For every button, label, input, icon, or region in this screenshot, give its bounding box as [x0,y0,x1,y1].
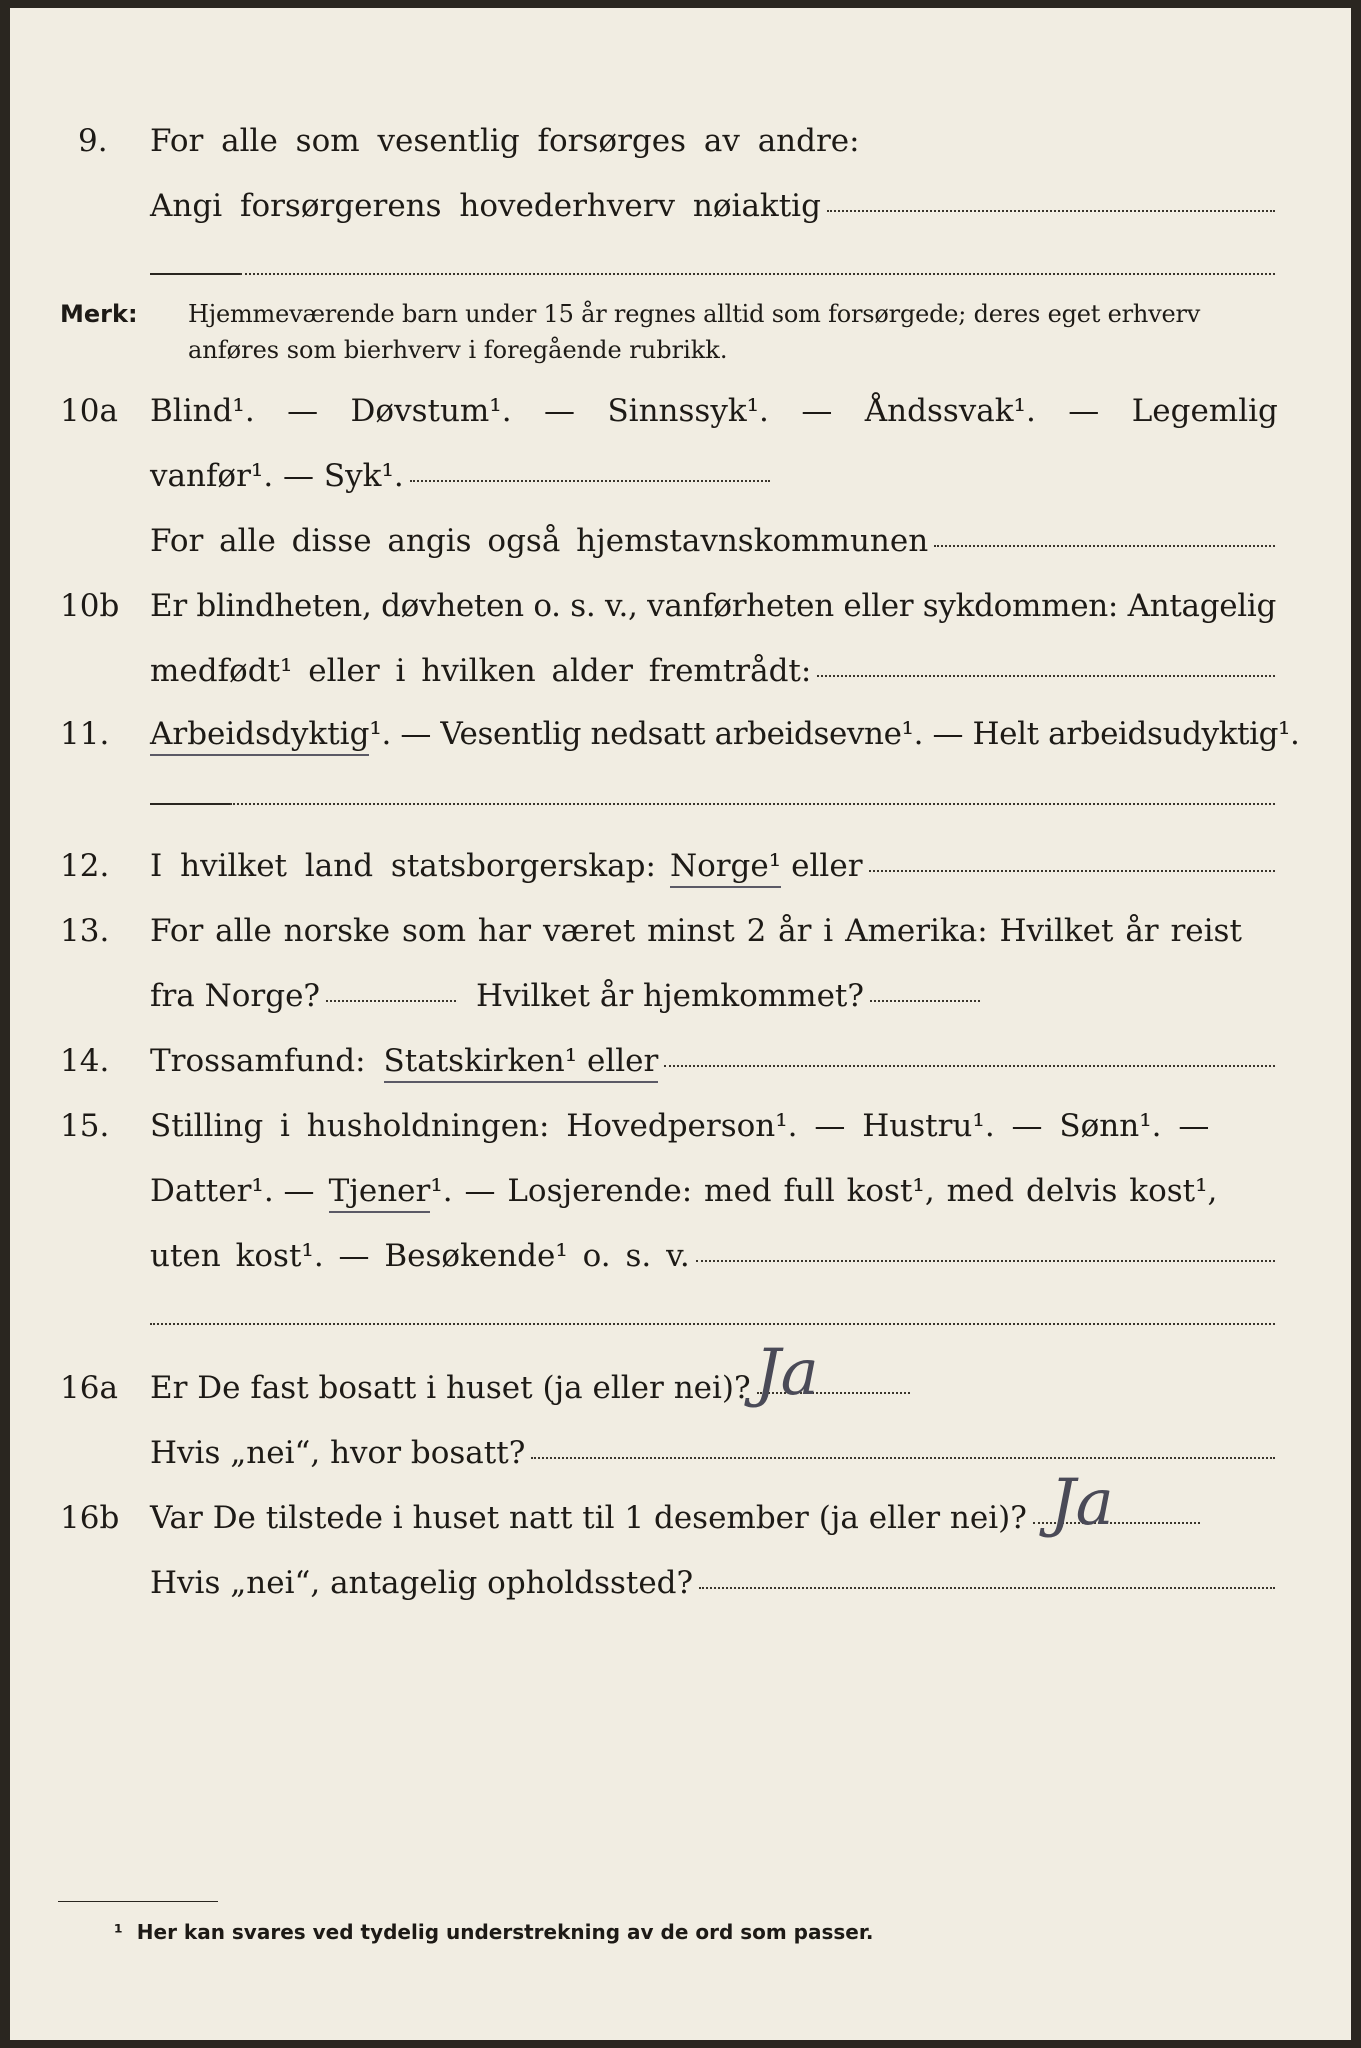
q13-reist-field[interactable] [326,1000,456,1002]
q9-answer-field[interactable] [827,210,1275,212]
option-datter[interactable]: Datter¹. — [150,1173,315,1209]
q11-line1 [150,716,1300,756]
q16b-line1 [150,1500,1200,1536]
dash: — [801,393,833,429]
q15-options-line1[interactable]: Stilling i husholdningen: Hovedperson¹. — Hustru¹. — Sønn¹. — [150,1108,1210,1144]
q15-line3 [150,1238,1275,1274]
merk-line1: Hjemmeværende barn under 15 år regnes alltid som forsørgede; deres eget erhverv [188,300,1201,328]
q15-options-line3[interactable]: uten kost¹. — Besøkende¹ o. s. v. [150,1238,690,1274]
q10b-number: 10b [60,588,120,624]
q10a-answer-field[interactable] [410,480,770,482]
q9-number: 9. [78,123,108,159]
q11-number: 11. [60,716,110,752]
q9-line1 [150,123,860,159]
q10b-answer-field[interactable] [817,675,1275,677]
q16b-handwritten-answer: Ja [1050,1466,1114,1540]
option-statskirken[interactable]: Statskirken¹ eller [384,1043,659,1083]
footnote-mark: ¹ [114,1920,123,1944]
option-norge[interactable]: Norge¹ [670,848,781,888]
q9-question: For alle som vesentlig forsørges av andre: [150,123,860,159]
q12-question: I hvilket land statsborgerskap: [150,848,656,884]
option-andssvak[interactable]: Åndssvak¹. [864,393,1036,429]
q16a-bosatt-field[interactable] [531,1457,1275,1459]
q13-line2 [150,978,980,1014]
q9-prompt: Angi forsørgerens hovederhverv nøiaktig [150,188,821,224]
q16a-number: 16a [60,1370,118,1406]
census-form-page [10,8,1351,2040]
q16a-question: Er De fast bosatt i huset (ja eller nei)? [150,1370,751,1406]
q13-question: For alle norske som har været minst 2 år i Amerika: Hvilket år reist [150,913,1242,949]
q14-line1 [150,1043,1275,1083]
q10b-prompt: medfødt¹ eller i hvilken alder fremtrådt: [150,653,812,689]
q13-number: 13. [60,913,110,949]
q16a-bosatt-prompt: Hvis „nei“, hvor bosatt? [150,1435,526,1471]
hjemstavn-field[interactable] [934,545,1275,547]
q9-answer-line[interactable] [240,273,1275,275]
option-sinnssyk[interactable]: Sinnssyk¹. [607,393,769,429]
q13-reist-prompt: fra Norge? [150,978,321,1014]
q11-answer-line[interactable] [230,803,1275,805]
q12-answer-field[interactable] [869,870,1275,872]
q14-answer-field[interactable] [664,1065,1275,1067]
q11-options[interactable]: ¹. — Vesentlig nedsatt arbeidsevne¹. — Helt arbeidsudyktig¹. [369,716,1300,752]
q12-number: 12. [60,848,110,884]
q10a-line2 [150,458,770,494]
merk-line2: anføres som bierhverv i foregående rubrikk. [188,336,728,364]
q12-line1 [150,848,1275,888]
q16a-handwritten-answer: Ja [755,1336,819,1410]
option-dovstum[interactable]: Døvstum¹. [350,393,512,429]
option-legemlig[interactable]: Legemlig [1131,393,1278,429]
q10b-line2 [150,653,1275,689]
q16b-line2 [150,1565,1275,1601]
q13-hjemkommet-field[interactable] [870,1000,980,1002]
merk-label: Merk: [60,300,138,328]
q9-answer-stub [150,273,240,275]
q14-number: 14. [60,1043,110,1079]
q10a-line3 [150,523,1275,559]
q15-answer-field[interactable] [696,1260,1275,1262]
q10b-question: Er blindheten, døvheten o. s. v., vanførheten eller sykdommen: Antagelig [150,588,1277,624]
q15-line1 [150,1108,1209,1144]
q12-eller: eller [791,848,863,884]
footnote-rule [58,1901,218,1902]
q11-answer-stub [150,803,230,805]
dash: — [287,393,319,429]
options-vanfor-syk[interactable]: vanfør¹. — Syk¹. [150,458,404,494]
q15-number: 15. [60,1108,110,1144]
q16b-opholdssted-prompt: Hvis „nei“, antagelig opholdssted? [150,1565,694,1601]
q15-options-line2[interactable]: ¹. — Losjerende: med full kost¹, med delvis kost¹, [430,1173,1218,1209]
q10b-line1 [150,588,1276,624]
dash: — [544,393,576,429]
q16b-opholdssted-field[interactable] [699,1587,1275,1589]
dash: — [1068,393,1100,429]
q16b-number: 16b [60,1500,120,1536]
q10a-number: 10a [60,393,118,429]
q13-hjemkommet-prompt: Hvilket år hjemkommet? [476,978,865,1014]
option-blind[interactable]: Blind¹. [150,393,255,429]
q13-line1 [150,913,1242,949]
footnote [114,1920,873,1944]
q15-line2 [150,1173,1217,1213]
footnote-text: Her kan svares ved tydelig understrekning av de ord som passer. [136,1920,874,1944]
option-tjener[interactable]: Tjener [329,1173,431,1213]
q10a-hjemstavn-prompt: For alle disse angis også hjemstavnskommunen [150,523,929,559]
q14-question: Trossamfund: [150,1043,366,1079]
q16b-question: Var De tilstede i huset natt til 1 desember (ja eller nei)? [150,1500,1027,1536]
q15-answer-line[interactable] [150,1323,1275,1325]
q9-line2 [150,188,1275,224]
option-arbeidsdyktig[interactable]: Arbeidsdyktig [150,716,369,756]
q10a-line1 [150,393,1278,429]
merk-note [188,296,1278,368]
